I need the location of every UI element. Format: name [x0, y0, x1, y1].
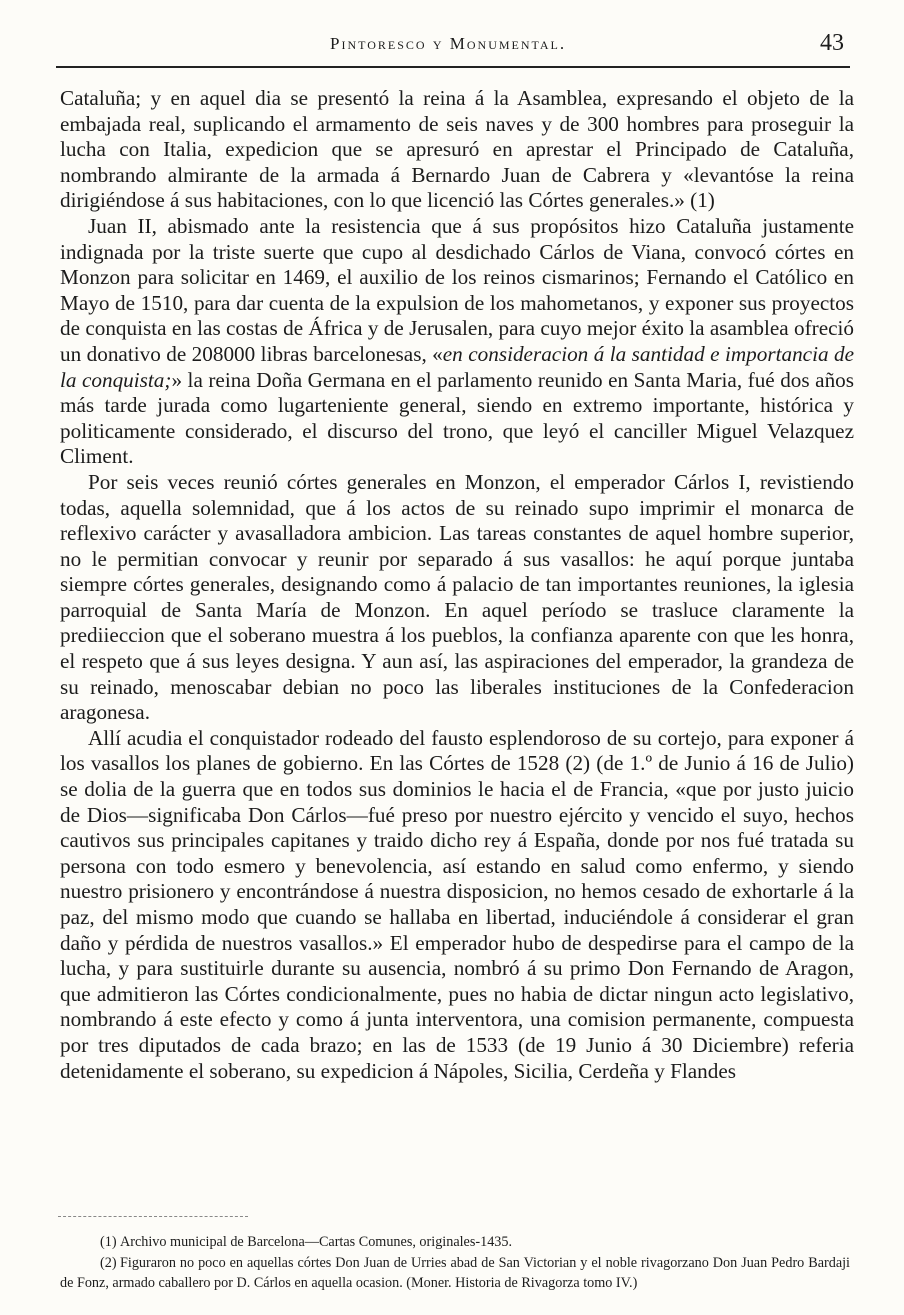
footnote-1-text: Archivo municipal de Barcelona—Cartas Comunes, originales-1435.	[120, 1234, 513, 1250]
running-title: Pintoresco y Monumental.	[330, 34, 567, 53]
paragraph-2-quote: en consideracion á la santidad e importancia de la conquista;	[60, 341, 854, 392]
running-head	[58, 30, 848, 64]
paragraph-4: Allí acudia el conquistador rodeado del fausto esplendoroso de su cortejo, para exponer á los vasallos los planes de gobierno. En las Córtes de 1528 (2) (de 1.º de Junio á 16 de Julio) se dolia de la guerra que en todos sus dominios le hacia el de Francia, «que por justo juicio de Dios—significaba Don Cárlos—fué preso por nuestro ejército y vencido el suyo, hechos cautivos sus principales capitanes y traido dicho rey á España, donde por nos fué tratada su persona con todo esmero y benevolencia, así estando en salud como enfermo, y siendo nuestro prisionero y encontrándose á nuestra disposicion, no hemos cesado de exhortarle á la paz, del mismo modo que cuando se hallaba en libertad, induciéndole á considerar el gran daño y pérdida de nuestros vasallos.» El emperador hubo de despedirse para el campo de la lucha, y para sustituirle durante su ausencia, nombró á su primo Don Fernando de Aragon, que admitieron las Córtes condicionalmente, pues no habia de dictar ningun acto legislativo, nombrando á este efecto y como á junta interventora, una comision permanente, compuesta por tres diputados de cada brazo; en las de 1533 (de 19 Junio á 30 Diciembre) referia detenidamente el soberano, su expedicion á Nápoles, Sicilia, Cerdeña y Flandes	[60, 725, 854, 1083]
header-rule	[56, 66, 850, 68]
paragraph-1: Cataluña; y en aquel dia se presentó la reina á la Asamblea, expresando el objeto de la embajada real, suplicando el armamento de seis naves y de 300 hombres para proseguir la lucha con Italia, expedicion que se apresuró en aprestar el Principado de Cataluña, nombrando almirante de la armada á Bernardo Juan de Cabrera y «levantóse la reina dirigiéndose á sus habitaciones, con lo que licenció las Córtes generales.» (1)	[60, 86, 854, 213]
footnote-2	[60, 1253, 850, 1294]
paragraph-2	[60, 214, 854, 470]
footnote-2-mark: (2)	[100, 1254, 117, 1271]
footnote-1-mark: (1)	[100, 1234, 117, 1250]
page-number: 43	[820, 30, 844, 56]
body-text	[60, 86, 854, 1084]
paragraph-2-part-b: » la reina Doña Germana en el parlamento reunido en Santa Maria, fué dos años más tarde jurada como lugarteniente general, siendo en extremo importante, histórica y politicamente considerado, el discurso del trono, que leyó el canciller Miguel Velazquez Climent.	[60, 367, 854, 469]
paragraph-3: Por seis veces reunió córtes generales en Monzon, el emperador Cárlos I, revistiendo todas, aquella solemnidad, que á los actos de su reinado supo imprimir el monarca de reflexivo carácter y avasalladora ambicion. Las tareas constantes de aquel hombre superior, no le permitian convocar y reunir por separado á sus vasallos: he aquí porque juntaba siempre córtes generales, designando como á palacio de tan importantes reuniones, la iglesia parroquial de Santa María de Monzon. En aquel período se trasluce claramente la prediieccion que el soberano muestra á los pueblos, la confianza aparente con que les honra, el respeto que á sus leyes designa. Y aun así, las aspiraciones del emperador, la grandeza de su reinado, menoscabar debian no poco las liberales instituciones de la Confederacion aragonesa.	[60, 469, 854, 725]
footnotes	[60, 1232, 850, 1294]
paragraph-2-part-a: Juan II, abismado ante la resistencia que á sus propósitos hizo Cataluña justamente indignada por la triste suerte que cupo al desdichado Cárlos de Viana, convocó córtes en Monzon para solicitar en 1469, el auxilio de los reinos cismarinos; Fernando el Católico en Mayo de 1510, para dar cuenta de la expulsion de los mahometanos, y exponer sus proyectos de conquista en las costas de África y de Jerusalen, para cuyo mejor éxito la asamblea ofreció un donativo de 208000 libras barcelonesas, «	[60, 213, 854, 366]
footnote-1	[60, 1232, 850, 1253]
footnote-2-text: Figuraron no poco en aquellas córtes Don Juan de Urries abad de San Victorian y el noble rivagorzano Don Juan Pedro Bardaji de Fonz, armado caballero por D. Cárlos en aquella ocasion. (Moner. Historia de Rivagorza tomo IV.)	[60, 1254, 850, 1291]
footnote-separator	[58, 1216, 248, 1221]
